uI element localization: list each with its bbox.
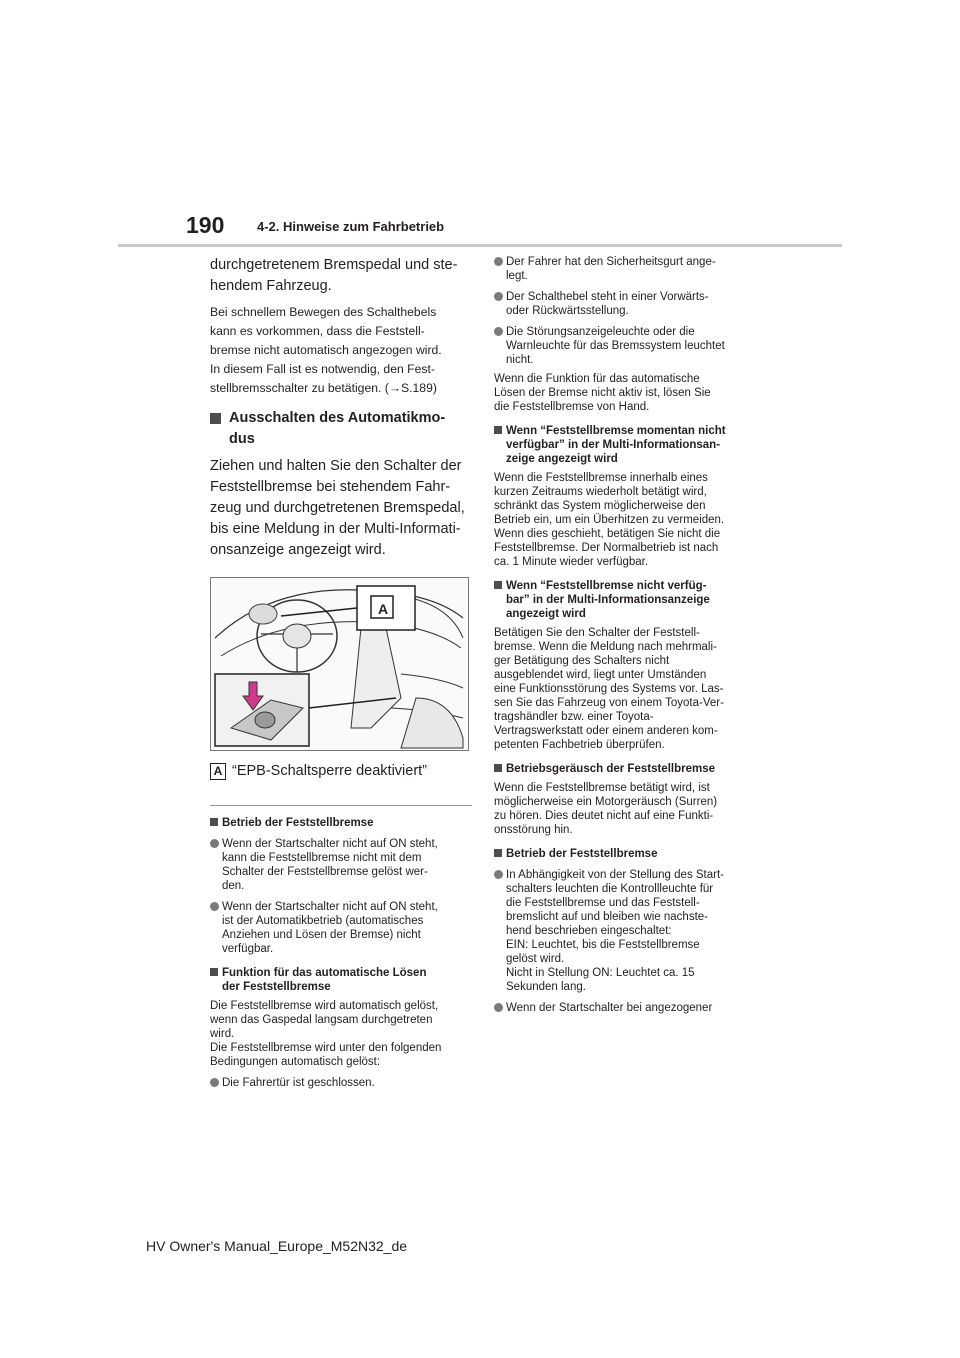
note-square-icon [494, 426, 502, 434]
note-bullet [210, 900, 472, 956]
header-divider [118, 244, 842, 247]
bullet-dot-icon [494, 870, 503, 879]
note-bullet [494, 868, 756, 994]
heading-text: Ausschalten des Automatikmo- dus [229, 410, 446, 447]
parking-brake-illustration [210, 577, 469, 751]
bullet-text: Wenn der Startschalter nicht auf ON steht, kann die Feststellbremse nicht mit dem Schalter der Feststellbremse gelöst wer- den. [222, 838, 438, 892]
intro-text: durchgetretenem Bremspedal und ste- hendem Fahrzeug. [210, 257, 458, 294]
note-square-icon [210, 968, 218, 976]
note-bullet [210, 1076, 472, 1090]
bullet-dot-icon [494, 327, 503, 336]
note-heading-not-available [494, 579, 756, 621]
note-heading-brake-operation [210, 816, 472, 830]
note-heading-text: Wenn “Feststellbremse momentan nicht verfügbar” in der Multi-Informationsan- zeige angezeigt wird [506, 425, 726, 465]
bullet-text: Der Schalthebel steht in einer Vorwärts- oder Rückwärtsstellung. [506, 291, 709, 317]
note-bullet [494, 325, 756, 367]
note-heading-text: Betriebsgeräusch der Feststellbremse [506, 763, 716, 775]
note-heading-text: Betrieb der Feststellbremse [222, 817, 374, 829]
figure-callout-label: A [377, 601, 389, 617]
note-text: Wenn die Feststellbremse betätigt wird, ist möglicherweise ein Motorgeräusch (Surren) zu hören. Dies deutet nicht auf eine Funkti- onsstörung hin. [494, 782, 718, 836]
note-text: Wenn die Feststellbremse innerhalb eines kurzen Zeitraums wiederholt betätigt wird, schränkt das System möglicherweise den Betrieb ein, um ein Überhitzen zu vermeiden. Wenn dies geschieht, betätigen Sie nicht die Feststellbremse. Der Normalbetrieb ist nach ca. 1 Minute wieder verfügbar. [494, 472, 725, 568]
note-heading-brake-operation-2 [494, 847, 756, 861]
note-square-icon [494, 764, 502, 772]
note-bullet [494, 290, 756, 318]
note-heading-text: Wenn “Feststellbremse nicht verfüg- bar” in der Multi-Informationsanzeige angezeigt wird [506, 580, 710, 620]
note-text: Wenn die Funktion für das automatische Lösen der Bremse nicht aktiv ist, lösen Sie die Feststellbremse von Hand. [494, 373, 711, 413]
note-square-icon [494, 581, 502, 589]
bullet-text: In Abhängigkeit von der Stellung des Start- schalters leuchten die Kontrollleuchte für die Feststellbremse und das Feststell- bremslicht auf und bleiben wie nachste- hend beschrieben eingeschaltet: EIN: Leuchtet, bis die Feststellbremse gelöst wird. Nicht in Stellung ON: Leuchtet ca. 15 Sekunden lang. [506, 869, 725, 993]
note-heading-temporarily-unavailable [494, 424, 756, 466]
note-bullet [210, 837, 472, 893]
bullet-dot-icon [210, 839, 219, 848]
bullet-dot-icon [494, 257, 503, 266]
figure-caption [210, 761, 472, 781]
notes-divider [210, 805, 472, 806]
bullet-text: Wenn der Startschalter bei angezogener [506, 1002, 713, 1014]
bullet-text: Der Fahrer hat den Sicherheitsgurt ange- legt. [506, 256, 716, 282]
bullet-dot-icon [210, 902, 219, 911]
note-bullet [494, 255, 756, 283]
bullet-dot-icon [494, 1003, 503, 1012]
note-square-icon [210, 818, 218, 826]
shift-lever-note: Bei schnellem Bewegen des Schalthebels kann es vorkommen, dass die Feststell- bremse nicht automatisch angezogen wird. In diesem Fall ist es notwendig, den Fest- stellbremsschalter zu betätigen. (→S.189) [210, 305, 442, 395]
bullet-text: Die Störungsanzeigeleuchte oder die Warnleuchte für das Bremssystem leuchtet nicht. [506, 326, 725, 366]
note-square-icon [494, 849, 502, 857]
caption-text: “EPB-Schaltsperre deaktiviert” [232, 763, 428, 779]
note-heading-text: Funktion für das automatische Lösen der Feststellbremse [222, 967, 427, 993]
right-column [494, 255, 756, 1015]
section-title: 4-2. Hinweise zum Fahrbetrieb [257, 219, 445, 234]
heading-square-icon [210, 413, 221, 424]
left-column [210, 255, 472, 1090]
note-bullet [494, 1001, 756, 1015]
note-text: Betätigen Sie den Schalter der Feststell- bremse. Wenn die Meldung nach mehrmali- ger Betätigung des Schalters nicht ausgeblendet wird, liegt unter Umständen eine Funktionsstörung des Systems vor. Las- sen Sie das Fahrzeug von einem Toyota-Ver- tragshändler bzw. einer Toyota- Vertragswerkstatt oder einem anderen kom- petenten Fachbetrieb überprüfen. [494, 627, 724, 751]
note-heading-text: Betrieb der Feststellbremse [506, 848, 658, 860]
page-footer: HV Owner's Manual_Europe_M52N32_de [146, 1238, 408, 1254]
caption-label-box: A [210, 763, 226, 780]
instruction-text: Ziehen und halten Sie den Schalter der Feststellbremse bei stehendem Fahr- zeug und durchgetretenen Bremspedal, bis eine Meldung in der Multi-Informati- onsanzeige angezeigt wird. [210, 458, 465, 558]
bullet-text: Wenn der Startschalter nicht auf ON steht, ist der Automatikbetrieb (automatisches Anziehen und Lösen der Bremse) nicht verfügbar. [222, 901, 438, 955]
note-heading-operating-noise [494, 762, 756, 776]
automatic-mode-off-heading [210, 408, 472, 450]
bullet-text: Die Fahrertür ist geschlossen. [222, 1077, 375, 1089]
note-heading-automatic-release [210, 966, 472, 994]
bullet-dot-icon [494, 292, 503, 301]
bullet-dot-icon [210, 1078, 219, 1087]
page-number: 190 [186, 212, 225, 238]
note-text: Die Feststellbremse wird automatisch gelöst, wenn das Gaspedal langsam durchgetreten wird. Die Feststellbremse wird unter den folgenden Bedingungen automatisch gelöst: [210, 1000, 442, 1068]
